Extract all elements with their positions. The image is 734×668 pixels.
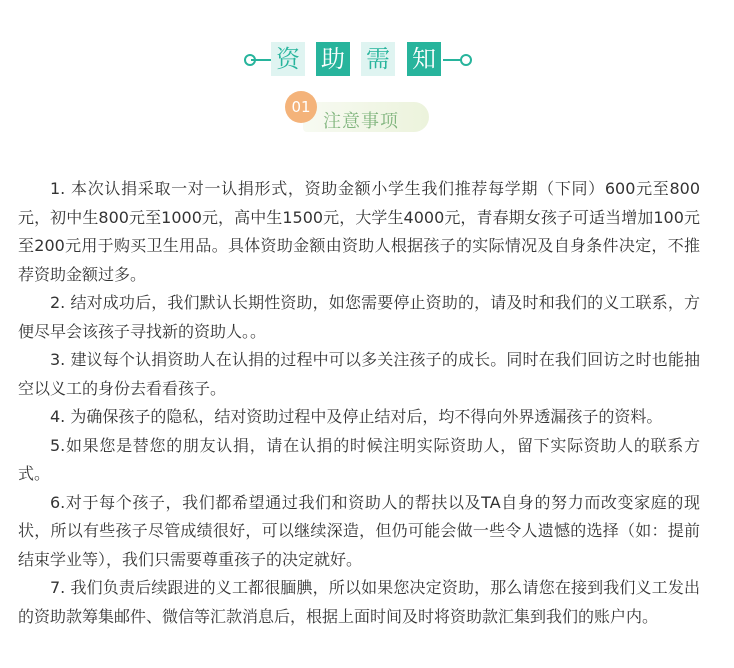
subtitle-badge xyxy=(285,90,435,138)
subtitle-number: 01 xyxy=(285,91,317,123)
notice-item-4: 4. 为确保孩子的隐私，结对资助过程中及停止结对后，均不得向外界透漏孩子的资料。 xyxy=(50,407,663,426)
decorative-line-left xyxy=(251,59,271,61)
notice-item-7: 7. 我们负责后续跟进的义工都很腼腆，所以如果您决定资助，那么请您在接到我们义工发出的资助款筹集邮件、微信等汇款消息后，根据上面时间及时将资助款汇集到我们的账户内。 xyxy=(18,578,700,626)
title-char-4: 知 xyxy=(407,42,441,76)
title-char-3: 需 xyxy=(361,42,395,76)
notice-body xyxy=(18,175,700,631)
subtitle-label: 注意事项 xyxy=(323,111,399,132)
title-char-1: 资 xyxy=(271,42,305,76)
notice-item-5: 5.如果您是替您的朋友认捐，请在认捐的时候注明实际资助人，留下实际资助人的联系方式。 xyxy=(18,435,700,483)
notice-item-2: 2. 结对成功后，我们默认长期性资助，如您需要停止资助的，请及时和我们的义工联系，方便尽早会该孩子寻找新的资助人。。 xyxy=(18,293,700,341)
title-char-2: 助 xyxy=(316,42,350,76)
notice-item-1: 1. 本次认捐采取一对一认捐形式，资助金额小学生我们推荐每学期（下同）600元至800元，初中生800元至1000元，高中生1500元，大学生4000元，青春期女孩子可适当增加100元至200元用于购买卫生用品。具体资助金额由资助人根据孩子的实际情况及自身条件决定，不推荐资助金额过多。 xyxy=(18,179,700,284)
section-title xyxy=(0,40,734,80)
decorative-dot-right xyxy=(460,54,472,66)
notice-item-3: 3. 建议每个认捐资助人在认捐的过程中可以多关注孩子的成长。同时在我们回访之时也能抽空以义工的身份去看看孩子。 xyxy=(18,350,700,398)
notice-item-6: 6.对于每个孩子，我们都希望通过我们和资助人的帮扶以及TA自身的努力而改变家庭的现状，所以有些孩子尽管成绩很好，可以继续深造，但仍可能会做一些令人遗憾的选择（如：提前结束学业等），我们只需要尊重孩子的决定就好。 xyxy=(18,492,700,569)
